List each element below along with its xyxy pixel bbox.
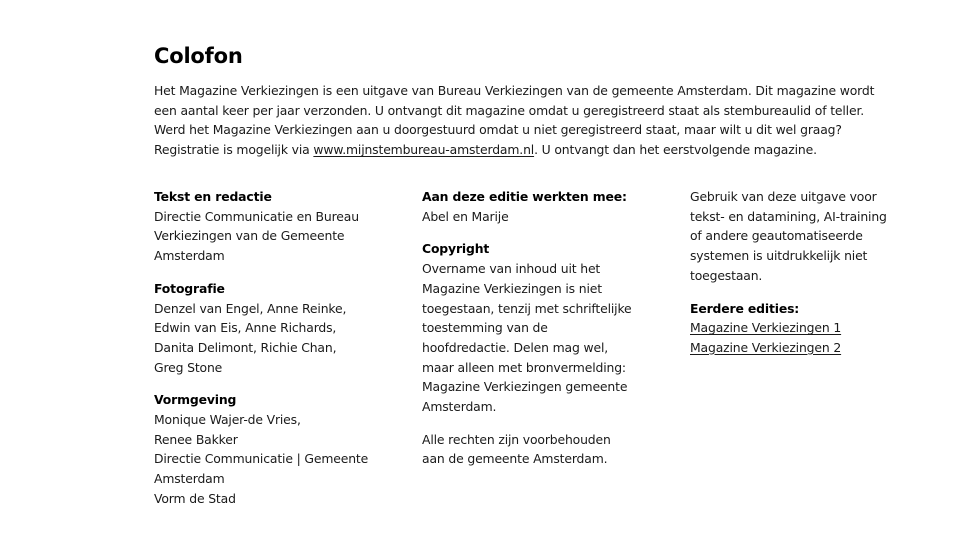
intro-line: Werd het Magazine Verkiezingen aan u doorgestuurd omdat u niet geregistreerd staat, maar wilt u dit wel graag? — [154, 122, 842, 138]
text-line: Abel en Marije — [422, 208, 509, 224]
intro-line: een aantal keer per jaar verzonden. U ontvangt dit magazine omdat u geregistreerd staat als stembureaulid of teller. — [154, 102, 865, 118]
edition-links — [690, 318, 920, 357]
text-line: systemen is uitdrukkelijk niet — [690, 248, 868, 264]
section-tekst-redactie — [154, 187, 409, 266]
section-body — [154, 207, 409, 266]
text-line: toegestaan. — [690, 267, 763, 283]
section-fotografie — [154, 279, 409, 378]
credits-column-3 — [690, 187, 920, 371]
registration-suffix: . U ontvangt dan het eerstvolgende magazine. — [534, 142, 817, 158]
text-line: Amsterdam — [154, 471, 225, 487]
credits-column-1 — [154, 187, 409, 522]
text-line: of andere geautomatiseerde — [690, 228, 863, 244]
section-body — [422, 207, 677, 227]
section-copyright — [422, 239, 677, 469]
text-line: hoofdredactie. Delen mag wel, — [422, 339, 609, 355]
section-body — [154, 410, 409, 509]
text-line: toestemming van de — [422, 320, 548, 336]
text-line: aan de gemeente Amsterdam. — [422, 451, 608, 467]
text-line: Gebruik van deze uitgave voor — [690, 189, 877, 204]
section-heading: Copyright — [422, 241, 490, 257]
section-vormgeving — [154, 390, 409, 508]
text-line: Renee Bakker — [154, 431, 238, 447]
text-line: Greg Stone — [154, 359, 223, 375]
section-eerdere-edities — [690, 299, 920, 358]
text-line: Amsterdam — [154, 248, 225, 264]
section-body — [422, 259, 677, 417]
edition-link-1[interactable]: Magazine Verkiezingen 1 — [690, 320, 842, 336]
text-line: Verkiezingen van de Gemeente — [154, 228, 345, 244]
intro-line-registration — [154, 140, 894, 160]
section-heading: Eerdere edities: — [690, 300, 800, 316]
page-title: Colofon — [154, 44, 243, 68]
intro-line: Het Magazine Verkiezingen is een uitgave van Bureau Verkiezingen van de gemeente Amsterdam. Dit magazine wordt — [154, 83, 875, 98]
section-heading: Tekst en redactie — [154, 189, 272, 204]
text-line: Magazine Verkiezingen is niet — [422, 280, 602, 296]
text-line: Directie Communicatie | Gemeente — [154, 451, 369, 467]
text-line: tekst- en datamining, AI-training — [690, 208, 887, 224]
text-line: Magazine Verkiezingen gemeente — [422, 379, 628, 395]
registration-prefix: Registratie is mogelijk via — [154, 142, 314, 158]
section-heading: Fotografie — [154, 280, 225, 296]
text-line: Denzel van Engel, Anne Reinke, — [154, 300, 347, 316]
section-body — [154, 299, 409, 378]
text-line: toegestaan, tenzij met schriftelijke — [422, 300, 632, 316]
section-werkten-mee — [422, 187, 677, 226]
intro-paragraph — [154, 81, 894, 160]
text-line: Overname van inhoud uit het — [422, 261, 601, 277]
mijnstembureau-link[interactable]: www.mijnstembureau-amsterdam.nl — [313, 142, 535, 158]
text-line: maar alleen met bronvermelding: — [422, 359, 626, 375]
text-line: Danita Delimont, Richie Chan, — [154, 339, 337, 355]
section-heading: Aan deze editie werkten mee: — [422, 189, 627, 204]
colofon-page — [154, 42, 894, 506]
text-line: Amsterdam. — [422, 399, 497, 415]
text-line: Monique Wajer-de Vries, — [154, 412, 301, 428]
rights-reserved — [422, 430, 677, 469]
credits-column-2 — [422, 187, 677, 482]
section-gebruik — [690, 187, 920, 286]
text-line: Edwin van Eis, Anne Richards, — [154, 320, 337, 336]
edition-link-2[interactable]: Magazine Verkiezingen 2 — [690, 339, 842, 355]
credits-columns — [154, 187, 914, 517]
section-heading: Vormgeving — [154, 392, 237, 408]
section-body — [690, 187, 920, 286]
text-line: Alle rechten zijn voorbehouden — [422, 431, 611, 447]
text-line: Vorm de Stad — [154, 490, 236, 506]
text-line: Directie Communicatie en Bureau — [154, 208, 359, 224]
